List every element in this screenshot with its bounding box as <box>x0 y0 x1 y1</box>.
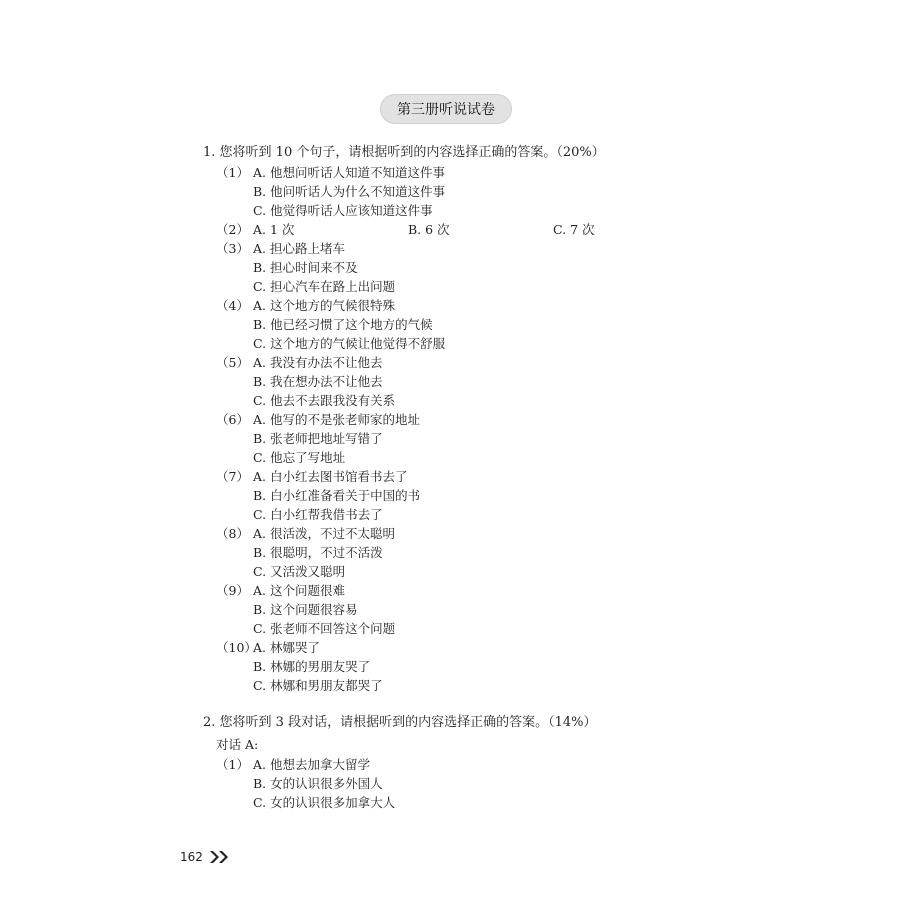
double-chevron-right-icon <box>209 851 231 863</box>
option-text: A. 他想问听话人知道不知道这件事 <box>253 165 445 180</box>
item-number: （3） <box>216 241 249 256</box>
page-footer <box>180 850 231 864</box>
option-text: B. 林娜的男朋友哭了 <box>253 659 371 674</box>
option-text: A. 我没有办法不让他去 <box>253 355 383 370</box>
option-text: C. 7 次 <box>553 222 595 237</box>
option-text: B. 女的认识很多外国人 <box>253 776 383 791</box>
page-title: 第三册听说试卷 <box>380 94 512 124</box>
item-number: （4） <box>216 298 249 313</box>
option-text: A. 白小红去图书馆看书去了 <box>253 469 408 484</box>
option-text: A. 他写的不是张老师家的地址 <box>253 412 420 427</box>
option-text: B. 我在想办法不让他去 <box>253 374 383 389</box>
option-text: A. 这个问题很难 <box>253 583 345 598</box>
option-text: A. 1 次 <box>253 222 295 237</box>
option-text: C. 他忘了写地址 <box>253 450 346 465</box>
item-number: （10） <box>216 640 257 655</box>
item-number: （1） <box>216 165 249 180</box>
option-text: B. 张老师把地址写错了 <box>253 431 383 446</box>
option-text: C. 他觉得听话人应该知道这件事 <box>253 203 433 218</box>
item-number: （7） <box>216 469 249 484</box>
question-heading: 1. 您将听到 10 个句子，请根据听到的内容选择正确的答案。（20%） <box>203 145 605 160</box>
item-number: （2） <box>216 222 249 237</box>
option-text: B. 他问听话人为什么不知道这件事 <box>253 184 446 199</box>
option-text: C. 张老师不回答这个问题 <box>253 621 396 636</box>
option-text: C. 他去不去跟我没有关系 <box>253 393 396 408</box>
option-text: C. 白小红帮我借书去了 <box>253 507 383 522</box>
option-text: B. 很聪明，不过不活泼 <box>253 545 383 560</box>
item-number: （9） <box>216 583 249 598</box>
question-heading: 2. 您将听到 3 段对话，请根据听到的内容选择正确的答案。（14%） <box>203 715 597 730</box>
item-number: （8） <box>216 526 249 541</box>
option-text: B. 6 次 <box>408 222 450 237</box>
option-text: A. 很活泼，不过不太聪明 <box>253 526 395 541</box>
option-text: B. 这个问题很容易 <box>253 602 358 617</box>
item-number: （1） <box>216 757 249 772</box>
option-text: C. 这个地方的气候让他觉得不舒服 <box>253 336 446 351</box>
option-text: A. 他想去加拿大留学 <box>253 757 370 772</box>
option-text: A. 担心路上堵车 <box>253 241 345 256</box>
option-text: C. 林娜和男朋友都哭了 <box>253 678 383 693</box>
item-number: （6） <box>216 412 249 427</box>
option-text: C. 又活泼又聪明 <box>253 564 346 579</box>
option-text: A. 林娜哭了 <box>253 640 320 655</box>
page-number: 162 <box>180 850 203 864</box>
option-text: B. 白小红准备看关于中国的书 <box>253 488 421 503</box>
option-text: C. 女的认识很多加拿大人 <box>253 795 396 810</box>
dialog-label: 对话 A: <box>216 737 259 752</box>
option-text: B. 担心时间来不及 <box>253 260 358 275</box>
option-text: C. 担心汽车在路上出问题 <box>253 279 396 294</box>
option-text: B. 他已经习惯了这个地方的气候 <box>253 317 433 332</box>
item-number: （5） <box>216 355 249 370</box>
option-text: A. 这个地方的气候很特殊 <box>253 298 395 313</box>
